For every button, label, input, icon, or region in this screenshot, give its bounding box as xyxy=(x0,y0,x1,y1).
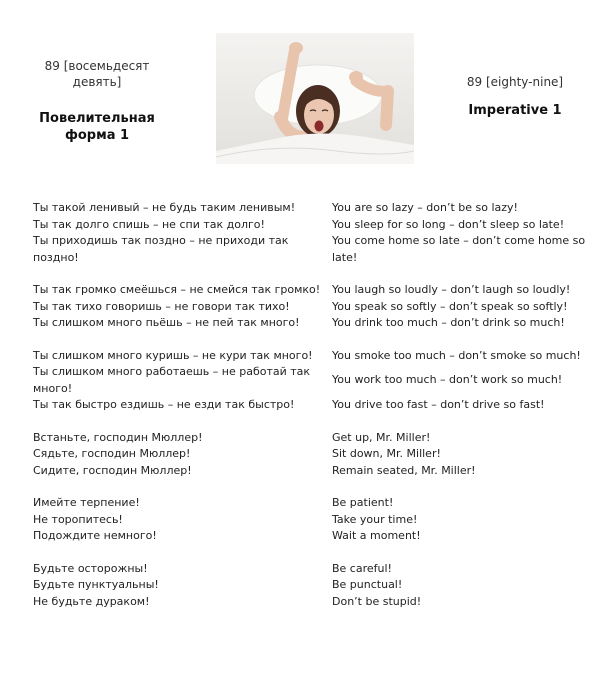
phrase-ru: Подождите немного! xyxy=(33,529,157,542)
russian-phrases-column xyxy=(33,200,323,610)
phrase-en: You are so lazy – don’t be so lazy! xyxy=(332,201,518,214)
lesson-title-en: Imperative 1 xyxy=(468,103,562,118)
phrase-ru: Имейте терпение! xyxy=(33,496,140,509)
phrase-ru: Будьте осторожны! xyxy=(33,561,148,575)
phrase-en: You sleep for so long – don’t sleep so late! xyxy=(332,217,565,231)
phrase-en: Be careful! xyxy=(332,561,392,575)
phrase-ru: Ты такой ленивый – не будь таким ленивым! xyxy=(33,201,296,214)
phrase-ru: Ты так громко смеёшься – не смейся так громко! xyxy=(33,283,321,296)
phrase-en: Sit down, Mr. Miller! xyxy=(332,447,441,460)
phrase-en: Wait a moment! xyxy=(332,529,421,542)
lesson-number-en: 89 [eighty-nine] xyxy=(466,75,564,89)
phrase-en: Be patient! xyxy=(332,496,394,509)
phrase-en: You work too much – don’t work so much! xyxy=(332,373,563,387)
phrase-ru: Ты слишком много куришь – не кури так много! xyxy=(33,348,313,362)
phrase-en: You smoke too much – don’t smoke so much! xyxy=(332,348,581,362)
phrase-ru: Сидите, господин Мюллер! xyxy=(33,463,192,477)
english-phrases-column xyxy=(332,200,594,610)
phrase-en: You speak so softly – don’t speak so softly! xyxy=(332,299,568,313)
lesson-title-ru: Повелительная форма 1 xyxy=(39,111,155,143)
phrase-ru: Встаньте, господин Мюллер! xyxy=(33,430,203,444)
phrase-ru: Ты слишком много пьёшь – не пей так много! xyxy=(33,316,300,329)
phrase-en: Be punctual! xyxy=(332,578,403,591)
phrase-en: Don’t be stupid! xyxy=(332,594,422,608)
header-right xyxy=(440,58,590,119)
phrase-ru: Ты слишком много работаешь – не работай так много! xyxy=(33,365,311,395)
phrase-en: Remain seated, Mr. Miller! xyxy=(332,463,476,477)
phrase-ru: Ты так долго спишь – не спи так долго! xyxy=(33,217,265,231)
phrase-en: Take your time! xyxy=(332,512,418,526)
phrase-ru: Сядьте, господин Мюллер! xyxy=(33,447,191,460)
header-left xyxy=(22,58,172,144)
phrase-ru: Ты так быстро ездишь – не езди так быстро! xyxy=(33,398,295,411)
sleeping-woman-photo xyxy=(216,33,414,164)
phrase-en: Get up, Mr. Miller! xyxy=(332,430,431,444)
phrase-en: You drink too much – don’t drink so much! xyxy=(332,316,565,329)
phrase-en: You laugh so loudly – don’t laugh so loudly! xyxy=(332,283,571,296)
phrase-ru: Ты так тихо говоришь – не говори так тихо! xyxy=(33,299,290,313)
phrase-en: You come home so late – don’t come home so late! xyxy=(332,234,586,264)
phrase-en: You drive too fast – don’t drive so fast! xyxy=(332,398,545,411)
lesson-number-ru: 89 [восемьдесят девять] xyxy=(44,59,150,89)
phrase-ru: Ты приходишь так поздно – не приходи так поздно! xyxy=(33,234,289,264)
phrase-ru: Будьте пунктуальны! xyxy=(33,578,159,591)
phrase-ru: Не будьте дураком! xyxy=(33,594,150,608)
phrase-ru: Не торопитесь! xyxy=(33,512,123,526)
